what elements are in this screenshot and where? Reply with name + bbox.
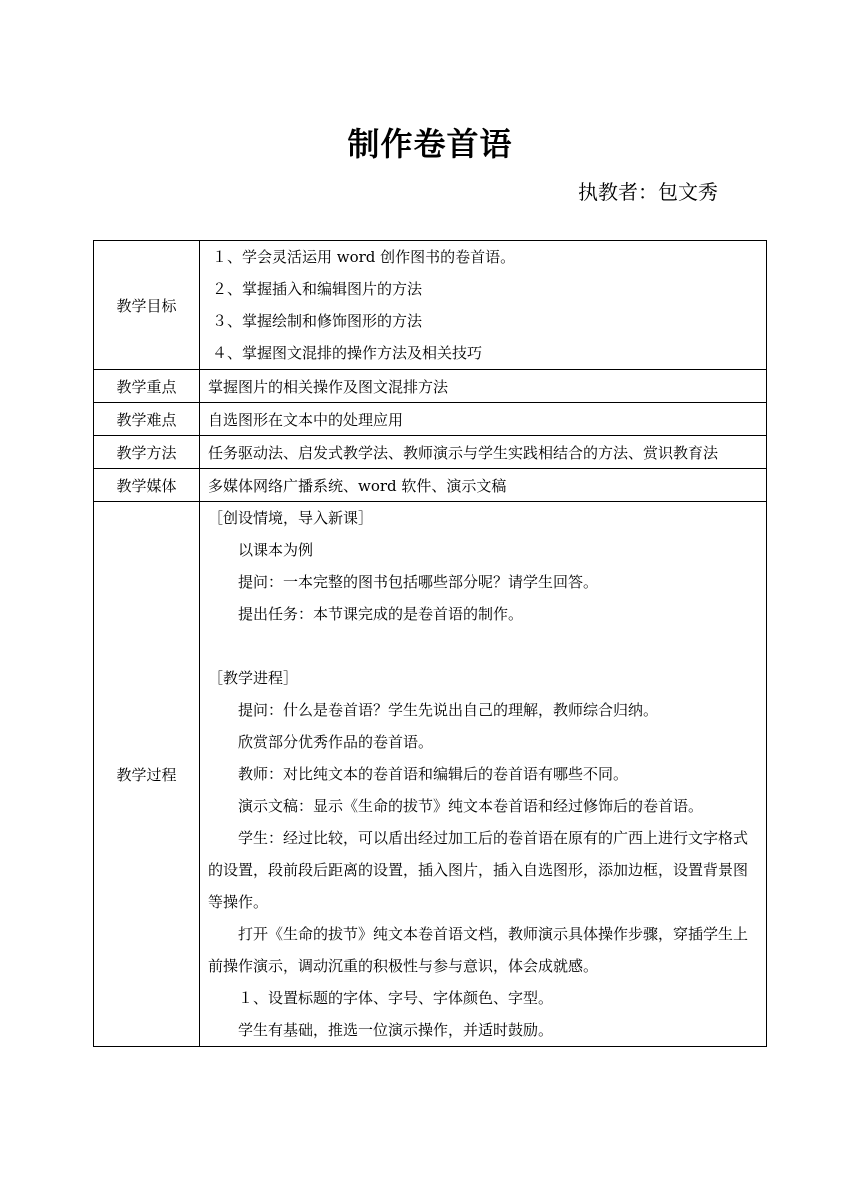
process-paragraph: 学生：经过比较，可以盾出经过加工后的卷首语在原有的广西上进行文字格式的设置，段前段后距离的设置，插入图片，插入自选图形，添加边框，设置背景图等操作。 xyxy=(208,829,749,911)
table-row-goals xyxy=(94,241,767,370)
lesson-plan-table xyxy=(93,240,767,1047)
media-value: 多媒体网络广播系统、word 软件、演示文稿 xyxy=(200,469,767,502)
process-content xyxy=(200,502,767,1047)
methods-value: 任务驱动法、启发式教学法、教师演示与学生实践相结合的方法、赏识教育法 xyxy=(200,436,767,469)
goal-item: １、学会灵活运用 word 创作图书的卷首语。 xyxy=(212,248,516,266)
author-line: 执教者：包文秀 xyxy=(578,180,718,204)
process-paragraph: 教师：对比纯文本的卷首语和编辑后的卷首语有哪些不同。 xyxy=(238,765,629,783)
process-paragraph: 以课本为例 xyxy=(238,541,314,559)
difficulties-value: 自选图形在文本中的处理应用 xyxy=(200,403,767,436)
table-row-methods xyxy=(94,436,767,469)
process-paragraph: 学生有基础，推选一位演示操作，并适时鼓励。 xyxy=(238,1021,554,1039)
process-paragraph: 演示文稿：显示《生命的拔节》纯文本卷首语和经过修饰后的卷首语。 xyxy=(238,797,704,815)
goal-item: ２、掌握插入和编辑图片的方法 xyxy=(212,280,423,298)
process-paragraph: 提问：一本完整的图书包括哪些部分呢？请学生回答。 xyxy=(238,573,599,591)
process-paragraph: 提出任务：本节课完成的是卷首语的制作。 xyxy=(238,605,524,623)
section-heading: ［创设情境，导入新课］ xyxy=(208,509,374,527)
table-row-media xyxy=(94,469,767,502)
difficulties-label: 教学难点 xyxy=(94,403,200,436)
goal-item: ４、掌握图文混排的操作方法及相关技巧 xyxy=(212,344,483,362)
process-paragraph: 提问：什么是卷首语？学生先说出自己的理解，教师综合归纳。 xyxy=(238,701,659,719)
table-row-key-points xyxy=(94,370,767,403)
table-row-process xyxy=(94,502,767,1047)
page-title: 制作卷首语 xyxy=(347,125,513,163)
goals-label: 教学目标 xyxy=(94,241,200,370)
goals-content xyxy=(200,241,767,370)
media-label: 教学媒体 xyxy=(94,469,200,502)
process-paragraph: 打开《生命的拔节》纯文本卷首语文档，教师演示具体操作步骤，穿插学生上前操作演示，调动沉重的积极性与参与意识，体会成就感。 xyxy=(208,925,749,975)
process-paragraph: 欣赏部分优秀作品的卷首语。 xyxy=(238,733,434,751)
goal-item: ３、掌握绘制和修饰图形的方法 xyxy=(212,312,423,330)
key-points-value: 掌握图片的相关操作及图文混排方法 xyxy=(200,370,767,403)
section-heading: ［教学进程］ xyxy=(208,669,299,687)
methods-label: 教学方法 xyxy=(94,436,200,469)
process-paragraph: １、设置标题的字体、字号、字体颜色、字型。 xyxy=(238,989,554,1007)
key-points-label: 教学重点 xyxy=(94,370,200,403)
process-label: 教学过程 xyxy=(94,502,200,1047)
blank-line xyxy=(208,630,758,662)
table-row-difficulties xyxy=(94,403,767,436)
